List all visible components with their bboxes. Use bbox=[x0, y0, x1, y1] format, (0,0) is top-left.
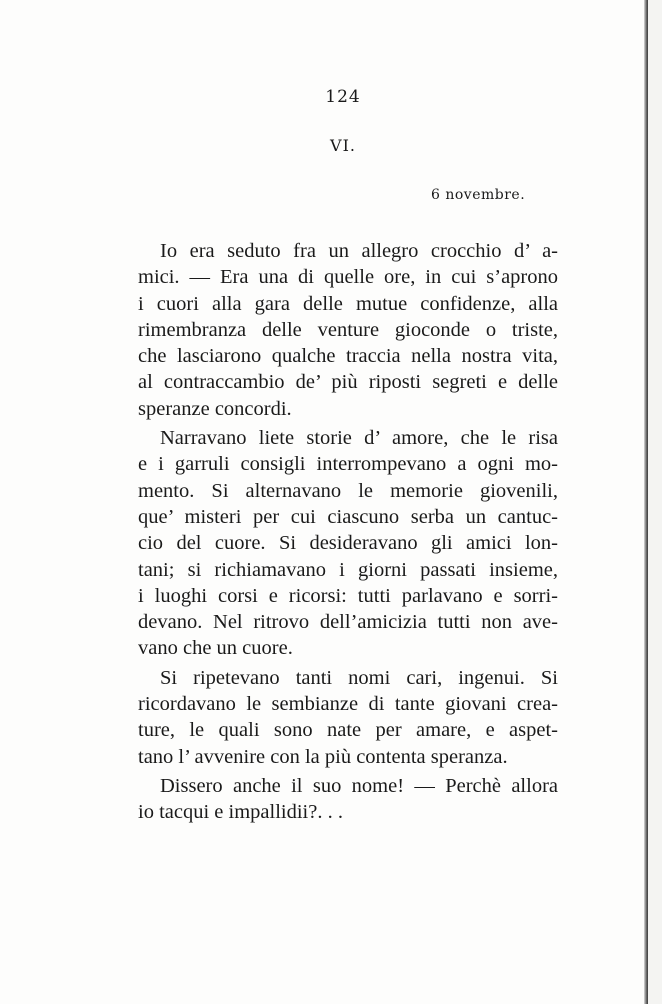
text-line: devano. Nel ritrovo dell’amicizia tutti non ave- bbox=[138, 611, 558, 634]
body-text bbox=[138, 238, 558, 826]
chapter-heading: VI. bbox=[330, 136, 356, 155]
text-line: io tacqui e impallidii?. . . bbox=[138, 801, 343, 824]
text-line: che lasciarono qualche traccia nella nostra vita, bbox=[138, 345, 558, 368]
text-line: cio del cuore. Si desideravano gli amici lon- bbox=[138, 532, 558, 555]
text-line: Si ripetevano tanti nomi cari, ingenui. Si bbox=[160, 666, 558, 689]
text-line: ricordavano le sembianze di tante giovani crea- bbox=[138, 693, 558, 716]
text-line: tano l’ avvenire con la più contenta speranza. bbox=[138, 745, 508, 768]
text-line: mento. Si alternavano le memorie giovenili, bbox=[138, 479, 558, 502]
text-line: mici. — Era una di quelle ore, in cui s’aprono bbox=[138, 266, 558, 289]
text-line: vano che un cuore. bbox=[138, 637, 293, 660]
text-line: Narravano liete storie d’ amore, che le risa bbox=[160, 427, 558, 450]
page-number: 124 bbox=[325, 87, 361, 107]
text-line: i luoghi corsi e ricorsi: tutti parlavano e sorri- bbox=[138, 584, 558, 607]
entry-date: 6 novembre. bbox=[431, 187, 526, 203]
text-line: al contraccambio de’ più riposti segreti e delle bbox=[138, 371, 558, 394]
text-line: rimembranza delle venture gioconde o triste, bbox=[138, 318, 558, 341]
text-line: speranze concordi. bbox=[138, 397, 292, 420]
text-line: que’ misteri per cui ciascuno serba un cantuc- bbox=[138, 505, 558, 528]
text-line: e i garruli consigli interrompevano a ogni mo- bbox=[138, 453, 558, 476]
text-line: Io era seduto fra un allegro crocchio d’ a- bbox=[160, 240, 558, 262]
text-line: tani; si richiamavano i giorni passati insieme, bbox=[138, 558, 558, 581]
text-line: Dissero anche il suo nome! — Perchè allora bbox=[160, 774, 558, 797]
text-line: ture, le quali sono nate per amare, e aspet- bbox=[138, 719, 558, 742]
text-line: i cuori alla gara delle mutue confidenze, alla bbox=[138, 292, 558, 315]
